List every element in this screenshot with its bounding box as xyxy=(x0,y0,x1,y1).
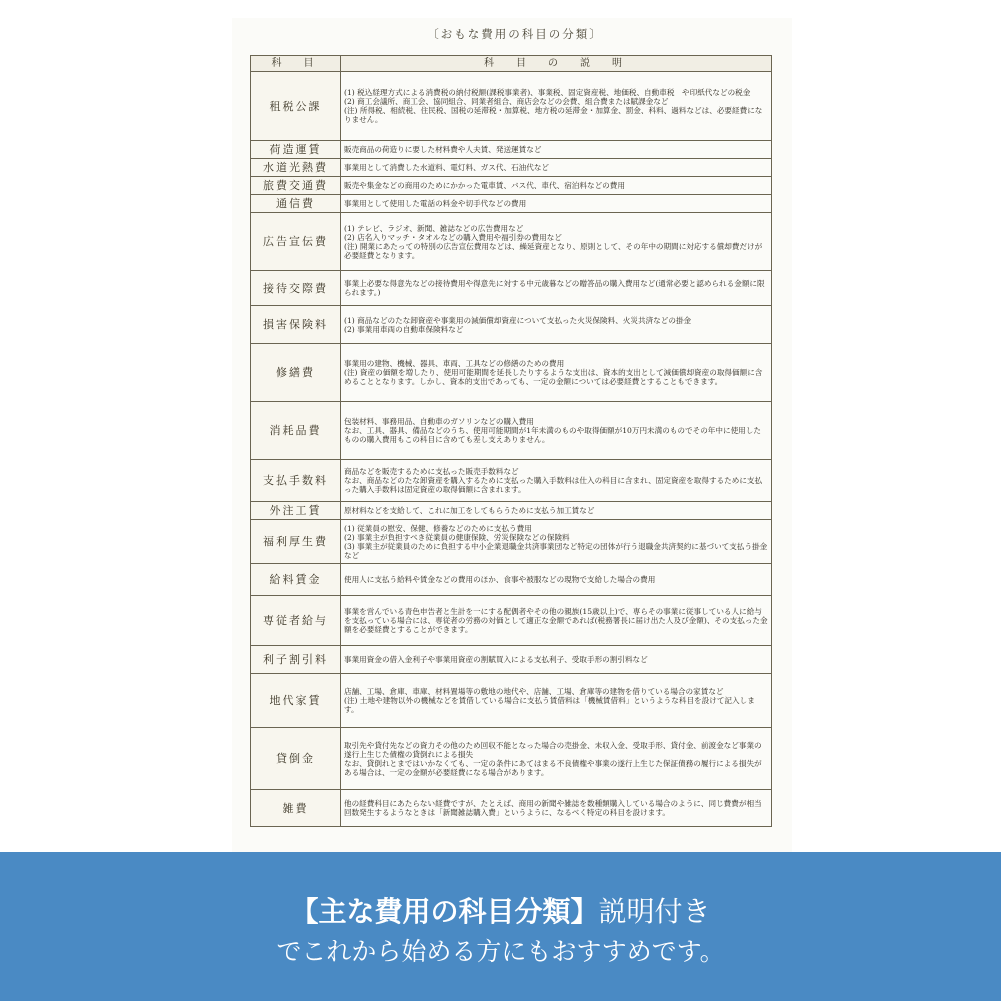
account-name: 広告宣伝費 xyxy=(251,213,341,271)
account-name: 旅費交通費 xyxy=(251,177,341,195)
banner-headline xyxy=(0,890,1001,930)
account-name: 福利厚生費 xyxy=(251,520,341,564)
header-account: 科 目 xyxy=(251,56,341,72)
account-name: 外注工賃 xyxy=(251,502,341,520)
account-name: 給料賃金 xyxy=(251,564,341,596)
table-header-row xyxy=(251,56,772,72)
expense-classification-table xyxy=(250,55,772,827)
table-row xyxy=(251,502,772,520)
account-name: 荷造運賃 xyxy=(251,141,341,159)
account-description: 商品などを販売するために支払った販売手数料など なお、商品などのたな卸資産を購入するために支払った購入手数料は仕入の科目に含まれ、固定資産を取得するために支払った購入手数料は固定資産の取得価額に含まれます。 xyxy=(341,460,772,502)
account-name: 雑費 xyxy=(251,790,341,827)
table-row xyxy=(251,596,772,646)
table-row xyxy=(251,646,772,674)
account-description: 他の経費科目にあたらない経費ですが、たとえば、商用の新聞や雑誌を数種類購入している場合のように、同じ費費が相当回数発生するようなときは「新聞雑誌購入費」というように、なるべく特定の科目を設けます。 xyxy=(341,790,772,827)
account-name: 専従者給与 xyxy=(251,596,341,646)
account-description: 販売や集金などの商用のためにかかった電車賃、バス代、車代、宿泊料などの費用 xyxy=(341,177,772,195)
table-row xyxy=(251,177,772,195)
account-name: 消耗品費 xyxy=(251,402,341,460)
table-row xyxy=(251,674,772,728)
table-row xyxy=(251,141,772,159)
table-row xyxy=(251,213,772,271)
account-description: (1) テレビ、ラジオ、新聞、雑誌などの広告費用など (2) 店名入りマッチ・タオルなどの購入費用や福引券の費用など (注) 開業にあたっての特別の広告宣伝費用などは、繰延資産となり、原則として、その年中の期間に対応する償却費だけが必要経費となります。 xyxy=(341,213,772,271)
account-name: 水道光熱費 xyxy=(251,159,341,177)
account-name: 租税公課 xyxy=(251,72,341,141)
table-row xyxy=(251,520,772,564)
account-name: 通信費 xyxy=(251,195,341,213)
account-name: 利子割引料 xyxy=(251,646,341,674)
table-row xyxy=(251,728,772,790)
document-title: 〔おもな費用の科目の分類〕 xyxy=(427,27,603,41)
banner-headline-rest: 説明付き xyxy=(598,895,711,928)
account-description: (1) 商品などのたな卸資産や事業用の減価償却資産について支払った火災保険料、火災共済などの掛金 (2) 事業用車両の自動車保険料など xyxy=(341,306,772,344)
account-description: (1) 従業員の慰安、保健、修養などのために支払う費用 (2) 事業主が負担すべき従業員の健康保険、労災保険などの保険料 (3) 事業主が従業員のために負担する中小企業退職金共済事業団など特定の団体が行う退職金共済契約に基づいて支払う掛金など xyxy=(341,520,772,564)
account-description: 事業用として使用した電話の料金や切手代などの費用 xyxy=(341,195,772,213)
table-row xyxy=(251,72,772,141)
banner-subline: でこれから始める方にもおすすめです。 xyxy=(276,937,725,966)
account-description: 原材料などを支給して、これに加工をしてもらうために支払う加工賃など xyxy=(341,502,772,520)
account-description: 取引先や貸付先などの資力その他のため回収不能となった場合の売掛金、未収入金、受取手形、貸付金、前渡金など事業の遂行上生じた債権の貸倒れによる損失 なお、貸倒れとまではいかなくても、一定の条件にあてはまる不良債権や事業の遂行上生じた保証債務の履行による損失がある場合は、一定の金額が必要経費になる場合があります。 xyxy=(341,728,772,790)
header-description: 科 目 の 説 明 xyxy=(341,56,772,72)
account-description: 包装材料、事務用品、自動車のガソリンなどの購入費用 なお、工具、器具、備品などのうち、使用可能期間が1年未満のものや取得価額が10万円未満のものでその年中に使用したものの購入費用もこの科目に含めても差し支えありません。 xyxy=(341,402,772,460)
table-row xyxy=(251,306,772,344)
account-name: 地代家賃 xyxy=(251,674,341,728)
table-row xyxy=(251,790,772,827)
account-description: 使用人に支払う給料や賃金などの費用のほか、食事や被服などの現物で支給した場合の費用 xyxy=(341,564,772,596)
account-name: 修繕費 xyxy=(251,344,341,402)
account-name: 接待交際費 xyxy=(251,271,341,306)
account-description: 事業を営んでいる青色申告者と生計を一にする配偶者やその他の親族(15歳以上)で、専らその事業に従事している人に給与を支払っている場合には、専従者の労務の対価として適正な金額であれば(税務署長に届け出た人及び金額)、その支払った金額を必要経費とすることができます。 xyxy=(341,596,772,646)
account-description: 販売商品の荷造りに要した材料費や人夫賃、発送運賃など xyxy=(341,141,772,159)
account-description: 店舗、工場、倉庫、車庫、材料置場等の敷地の地代や、店舗、工場、倉庫等の建物を借りている場合の家賃など (注) 土地や建物以外の機械などを賃借している場合に支払う賃借料は「機械賃借料」というような科目を設けて記入します。 xyxy=(341,674,772,728)
account-name: 損害保険料 xyxy=(251,306,341,344)
account-description: (1) 税込経理方式による消費税の納付税額(課税事業者)、事業税、固定資産税、地価税、自動車税 や印紙代などの税金 (2) 商工会議所、商工会、協同組合、同業者組合、商店会などの会費、組合費または賦課金など (注) 所得税、相続税、住民税、国税の延滞税・加算税、地方税の延滞金・加算金、罰金、科料、過料などは、必要経費になりません。 xyxy=(341,72,772,141)
table-row xyxy=(251,195,772,213)
banner-highlight: 【主な費用の科目分類】 xyxy=(290,895,599,928)
account-name: 支払手数料 xyxy=(251,460,341,502)
table-row xyxy=(251,402,772,460)
table-row xyxy=(251,344,772,402)
table-row xyxy=(251,271,772,306)
account-description: 事業用として消費した水道料、電灯料、ガス代、石油代など xyxy=(341,159,772,177)
table-row xyxy=(251,564,772,596)
account-name: 貸倒金 xyxy=(251,728,341,790)
account-description: 事業用の建物、機械、器具、車両、工具などの修繕のための費用 (注) 資産の価額を増したり、使用可能期間を延長したりするような支出は、資本的支出として減価償却資産の取得価額に含めることとなります。しかし、資本的支出であっても、一定の金額については必要経費とすることもできます。 xyxy=(341,344,772,402)
account-description: 事業用資金の借入金利子や事業用資産の割賦買入による支払利子、受取手形の割引料など xyxy=(341,646,772,674)
table-row xyxy=(251,159,772,177)
table-row xyxy=(251,460,772,502)
account-description: 事業上必要な得意先などの接待費用や得意先に対する中元歳暮などの贈答品の購入費用など(通常必要と認められる金額に限られます。) xyxy=(341,271,772,306)
